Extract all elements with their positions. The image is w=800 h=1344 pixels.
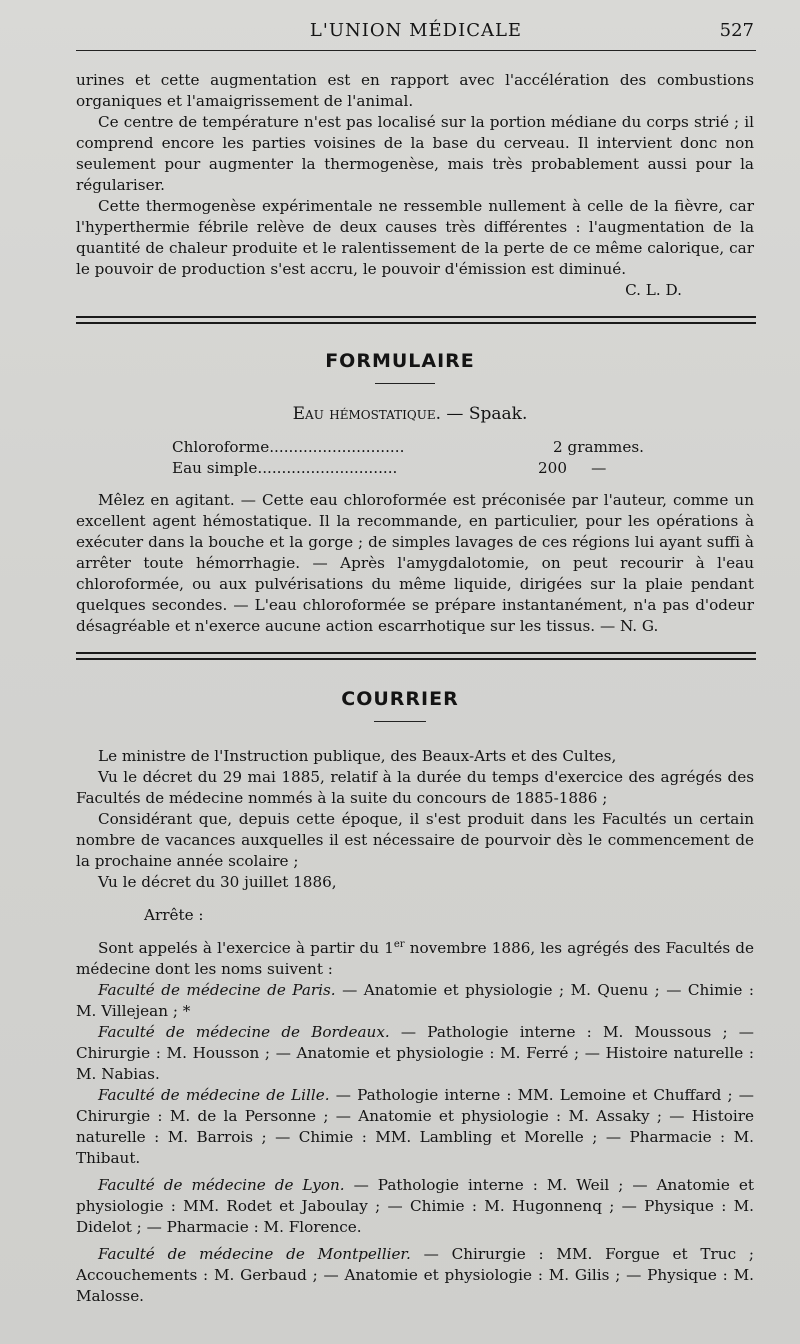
section-divider-2 [76,652,756,660]
running-header [78,18,754,44]
header-rule [76,50,756,51]
courrier-line-3: Considérant que, depuis cette époque, il s'est produit dans les Facultés un certain nombre de vacances auxquelles il est nécessaire de pourvoir dès le commencement de la prochaine année scolaire ; [76,810,754,870]
formulaire-heading: FORMULAIRE [325,350,475,372]
courrier-line-5: Sont appelés à l'exercice à partir du 1er novembre 1886, les agrégés des Facultés de médecine dont les noms suivent : [76,939,755,979]
formulaire-underline [375,383,435,384]
recipe-author: — Spaak. [441,404,528,424]
section-divider-1 [76,316,756,324]
formulaire-text [76,490,754,637]
faculty-lille: Faculté de médecine de Lille. — Pathologie interne : MM. Lemoine et Chuffard ; — Chirurgie : M. de la Personne ; — Anatomie et physiologie : M. Assaky ; — Histoire naturelle : M. Barrois ; — Chimie : MM. Lambling et Morelle ; — Pharmacie : M. Thibaut. [76,1086,754,1168]
recipe-title [0,404,800,424]
faculty-paris: Faculté de médecine de Paris. — Anatomie et physiologie ; M. Quenu ; — Chimie : M. Villejean ; * [76,981,754,1021]
page-number: 527 [719,20,754,41]
ingredient-1: Chloroforme............................ [172,438,405,456]
ingredient-2: Eau simple............................. [172,459,398,477]
courrier-line-1: Le ministre de l'Instruction publique, des Beaux-Arts et des Cultes, [98,747,617,765]
courrier-heading: COURRIER [341,688,459,710]
faculty-bordeaux: Faculté de médecine de Bordeaux. — Pathologie interne : M. Moussous ; — Chirurgie : M. Housson ; — Anatomie et physiologie : M. Ferré ; — Histoire naturelle : M. Nabias. [76,1023,754,1084]
courrier-underline [374,721,426,722]
journal-title: L'UNION MÉDICALE [309,20,523,41]
courrier-line-2: Vu le décret du 29 mai 1885, relatif à la durée du temps d'exercice des agrégés des Facultés de médecine nommés à la suite du concours de 1885-1886 ; [76,768,754,807]
arrete-line: Arrête : [144,906,204,924]
intro-paragraph-2: Ce centre de température n'est pas localisé sur la portion médiane du corps strié ; il comprend encore les parties voisines de la base du cerveau. Il intervient donc non seulement pour augmenter la thermogenèse, mais très probablement aussi pour la régulariser. [76,113,754,194]
ingredient-1-qty: 2 grammes. [553,438,644,456]
courrier-line-4: Vu le décret du 30 juillet 1886, [98,873,337,891]
intro-paragraph-3: Cette thermogenèse expérimentale ne ressemble nullement à celle de la fièvre, car l'hyperthermie fébrile relève de deux causes très différentes : l'augmentation de la quantité de chaleur produite et le ralentissement de la perte de ce même calorique, car le pouvoir de production s'est accru, le pouvoir d'émission est diminué. [76,197,754,278]
recipe-name: Eau hémostatique. [292,404,442,424]
formulaire-paragraph: Mêlez en agitant. — Cette eau chloroformée est préconisée par l'auteur, comme un excellent agent hémostatique. Il la recommande, en particulier, pour les opérations à exécuter dans la bouche et la gorge ; de simples lavages de ces régions lui ayant suffi à arrêter toute hémorrhagie. — Après l'amygdalotomie, on peut recourir à l'eau chloroformée, ou aux pulvérisations du même liquide, dirigées sur la plaie pendant quelques secondes. — L'eau chloroformée se prépare instantanément, n'a pas d'odeur désagréable et n'exerce aucune action escarrhotique sur les tissus. — N. G. [76,491,754,635]
intro-text [76,70,754,301]
intro-paragraph-1: urines et cette augmentation est en rapport avec l'accélération des combustions organiques et l'amaigrissement de l'animal. [76,71,754,110]
intro-signature: C. L. D. [625,281,682,299]
faculty-montpellier: Faculté de médecine de Montpellier. — Chirurgie : MM. Forgue et Truc ; Accouchements : M. Gerbaud ; — Anatomie et physiologie : M. Gilis ; — Physique : M. Malosse. [76,1245,754,1306]
courrier-text [76,746,754,1307]
ingredient-2-qty: 200 — [538,459,607,477]
faculty-lyon: Faculté de médecine de Lyon. — Pathologie interne : M. Weil ; — Anatomie et physiologie : MM. Rodet et Jaboulay ; — Chimie : M. Hugonnenq ; — Physique : M. Didelot ; — Pharmacie : M. Florence. [76,1176,754,1237]
